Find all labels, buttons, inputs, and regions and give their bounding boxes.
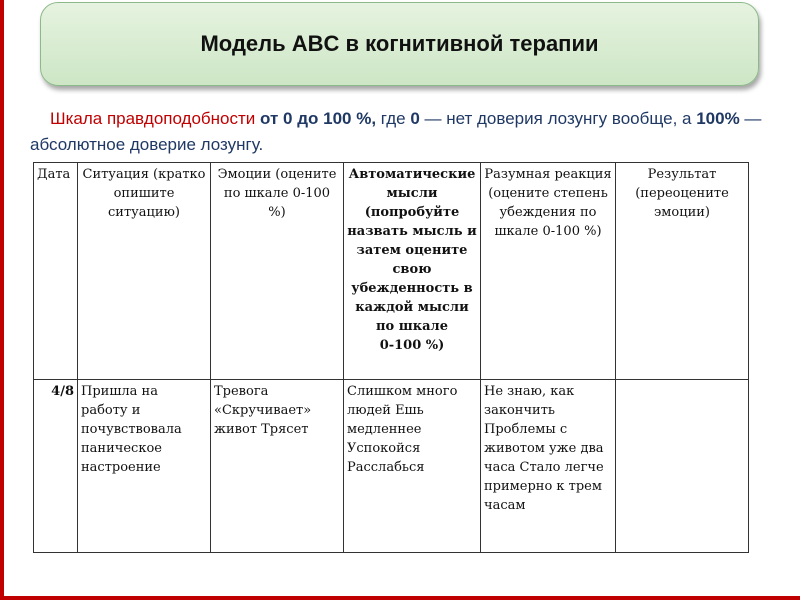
scale-note-label: Шкала правдоподобности xyxy=(50,109,261,128)
scale-note-text: — абсолютное доверие лозунгу. xyxy=(30,109,762,154)
header-date: Дата xyxy=(34,163,78,380)
cell-emotions: Тревога «Скручивает» живот Трясет xyxy=(211,380,344,553)
table-header-row xyxy=(34,163,749,380)
title-banner xyxy=(40,2,759,86)
abc-table xyxy=(33,162,749,553)
scale-note-range: от 0 до 100 %, xyxy=(260,109,377,128)
scale-note-text: где xyxy=(376,109,411,128)
page-title: Модель ABC в когнитивной терапии xyxy=(200,31,599,56)
header-emotions: Эмоции (оцените по шкале 0-100 %) xyxy=(211,163,344,380)
scale-note-hundred: 100% xyxy=(696,109,740,128)
scale-note-text: — нет доверия лозунгу вообще, а xyxy=(419,109,697,128)
header-situation: Ситуация (кратко опишите ситуацию) xyxy=(78,163,211,380)
header-automatic-thoughts: Автоматические мысли (попробуйте назвать мысль и затем оцените свою убежденность в каждой мысли по шкале 0-100 %) xyxy=(344,163,481,380)
slide-accent-left xyxy=(0,0,4,600)
cell-reaction: Не знаю, как закончить Проблемы с животом уже два часа Стало легче примерно к трем часам xyxy=(481,380,616,553)
scale-note-zero: 0 xyxy=(410,109,420,128)
cell-thoughts: Слишком много людей Ешь медленнее Успокойся Расслабься xyxy=(344,380,481,553)
cell-result xyxy=(616,380,749,553)
cell-situation: Пришла на работу и почувствовала паническое настроение xyxy=(78,380,211,553)
header-rational-response: Разумная реакция (оцените степень убеждения по шкале 0-100 %) xyxy=(481,163,616,380)
header-result: Результат (переоцените эмоции) xyxy=(616,163,749,380)
cell-date: 4/8 xyxy=(34,380,78,553)
scale-note xyxy=(30,106,770,158)
table-row xyxy=(34,380,749,553)
slide-accent-bottom xyxy=(0,596,800,600)
